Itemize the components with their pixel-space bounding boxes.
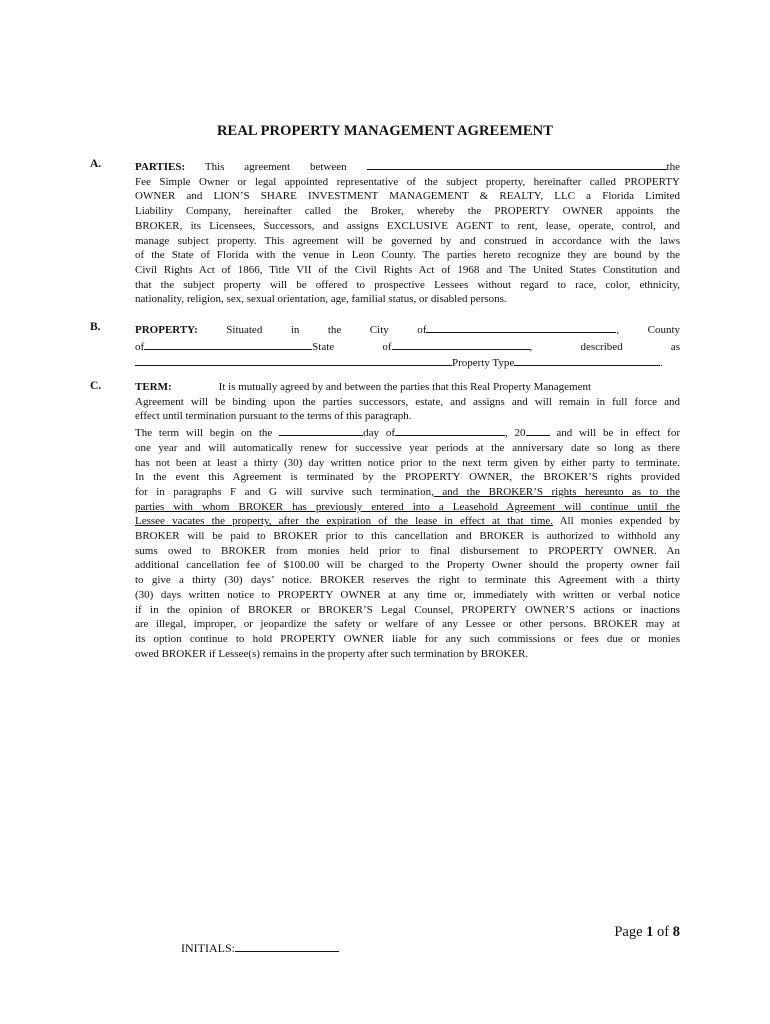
paragraph-line: effect until termination pursuant to the terms of this paragraph. <box>135 410 412 423</box>
section-letter: C. <box>90 380 102 392</box>
county-blank[interactable] <box>144 338 312 350</box>
section-letter: A. <box>90 158 102 170</box>
parties-first-line <box>135 158 680 175</box>
document-title: REAL PROPERTY MANAGEMENT AGREEMENT <box>216 123 553 139</box>
paragraph-line: sums owed to BROKER from monies held prior to final disbursement to PROPERTY OWNER. An <box>135 544 680 557</box>
property-type-blank[interactable] <box>514 354 660 366</box>
word: Property Type <box>452 357 515 370</box>
start-month-blank[interactable] <box>395 424 505 436</box>
initials-label: INITIALS: <box>181 941 235 955</box>
word: and will be in effect for <box>556 427 681 440</box>
section-body <box>135 321 680 371</box>
paragraph-line: Fee Simple Owner or legal appointed representative of the subject property, hereinafter called PROPERTY <box>135 175 680 188</box>
paragraph-line: if in the opinion of BROKER or BROKER’S Legal Counsel, PROPERTY OWNER’S actions or inactions <box>135 603 680 616</box>
paragraph-line: (30) days written notice to PROPERTY OWNER at any time or, immediately with written or verbal notice <box>135 588 680 601</box>
property-line-1 <box>135 321 680 338</box>
property-line-2 <box>135 338 680 355</box>
word: City <box>369 324 389 336</box>
word: State <box>312 340 335 353</box>
paragraph-line: are illegal, improper, or jeopardize the safety or welfare of any Lessee or other persons. BROKER may at <box>135 618 680 631</box>
paragraph-line: Civil Rights Act of 1866, Title VII of the Civil Rights Act of 1968 and The United States Constitution and <box>135 263 680 276</box>
paragraph-line: manage subject property. This agreement will be governed by and construed in accordance with the laws <box>135 234 680 247</box>
initials-blank[interactable] <box>235 940 339 952</box>
word: of <box>382 340 392 353</box>
survival-text: for in paragraphs F and G will survive such termination, <box>135 485 434 498</box>
paragraph-line: that the subject property will be offered to prospective Lessees without regard to race, color, ethnicity, <box>135 278 680 291</box>
paragraph-line: In the event this Agreement is terminated by the PROPERTY OWNER, the BROKER’S rights provided <box>135 471 680 484</box>
page-number <box>614 924 680 941</box>
paragraph-line: Agreement will be binding upon the parties successors, estate, and assigns and will remain in full force and <box>135 395 680 408</box>
underlined-line: parties with whom BROKER has previously entered into a Leasehold Agreement will continue until the <box>135 500 680 513</box>
word: day of <box>363 427 395 440</box>
intro-text: This agreement between <box>204 161 347 173</box>
word: described <box>580 340 623 353</box>
word: in <box>290 324 300 336</box>
paragraph-line: BROKER, its Licensees, Successors, and assigns EXCLUSIVE AGENT to rent, lease, operate, control, and <box>135 219 680 232</box>
section-heading: PARTIES: <box>135 161 186 173</box>
section-heading: TERM: <box>135 381 172 393</box>
word: , 20 <box>504 427 526 440</box>
section-letter: B. <box>90 321 101 333</box>
section-body <box>135 158 680 307</box>
intro-tail: the <box>666 161 680 173</box>
paragraph-text: All monies expended by <box>553 515 681 528</box>
comma: , <box>529 340 533 353</box>
paragraph-line: of the State of Florida with the venue in Leon County. The parties hereto recognize they are bound by the <box>135 249 680 262</box>
property-address-blank[interactable] <box>135 354 452 366</box>
start-day-blank[interactable] <box>279 424 363 436</box>
start-year-blank[interactable] <box>526 424 550 436</box>
term-line-1 <box>135 380 680 395</box>
property-line-3 <box>135 354 680 371</box>
word: The term will begin on the <box>135 427 273 440</box>
page-label: Page <box>614 924 643 940</box>
state-blank[interactable] <box>392 338 530 350</box>
lease-end-line <box>135 514 680 529</box>
paragraph-line: its option continue to hold PROPERTY OWNER liable for any such commissions or fees due or monies <box>135 632 680 645</box>
word: the <box>327 324 342 336</box>
paragraph-line: additional cancellation fee of $100.00 will be charged to the Property Owner should the property owner fail <box>135 559 680 572</box>
section-heading: PROPERTY: <box>135 324 198 336</box>
paragraph-line: OWNER and LION’S SHARE INVESTMENT MANAGEMENT & REALTY, LLC a Florida Limited <box>135 190 680 203</box>
city-blank[interactable] <box>426 321 616 333</box>
term-dates-line <box>135 424 680 441</box>
word: of <box>135 340 145 353</box>
paragraph-line: has not been at least a thirty (30) day written notice prior to the next term given by either party to terminate. <box>135 456 680 469</box>
paragraph-line: to give a thirty (30) days’ notice. BROKER reserves the right to terminate this Agreement with a thirty <box>135 574 680 587</box>
word: Situated <box>226 324 263 336</box>
section-body <box>135 380 680 661</box>
paragraph-line: one year and will automatically renew for successive year periods at the anniversary date so long as there <box>135 441 680 454</box>
paragraph-line: BROKER will be paid to BROKER prior to this cancellation and BROKER is authorized to withhold any <box>135 530 680 543</box>
period: . <box>660 357 664 370</box>
page-of: of <box>657 924 670 940</box>
underlined-text: Lessee vacates the property, after the expiration of the lease in effect at that time. <box>135 515 554 528</box>
paragraph-line: owed BROKER if Lessee(s) remains in the property after such termination by BROKER. <box>135 647 529 660</box>
comma: , <box>616 324 620 336</box>
page-current: 1 <box>646 924 654 940</box>
paragraph-line: Liability Company, hereinafter called the Broker, whereby the PROPERTY OWNER appoints the <box>135 205 680 218</box>
initials-field <box>181 940 339 956</box>
paragraph-line: nationality, religion, sex, sexual orientation, age, familial status, or disabled persons. <box>135 293 507 306</box>
word: as <box>670 340 681 353</box>
survival-line <box>135 485 680 500</box>
word: County <box>647 324 681 336</box>
page-total: 8 <box>672 924 680 940</box>
survival-underlined-text: and the BROKER’S rights hereunto as to the <box>433 485 680 498</box>
paragraph-text: It is mutually agreed by and between the parties that this Real Property Management <box>218 381 592 393</box>
word: of <box>417 324 427 336</box>
owner-name-blank[interactable] <box>367 158 667 170</box>
